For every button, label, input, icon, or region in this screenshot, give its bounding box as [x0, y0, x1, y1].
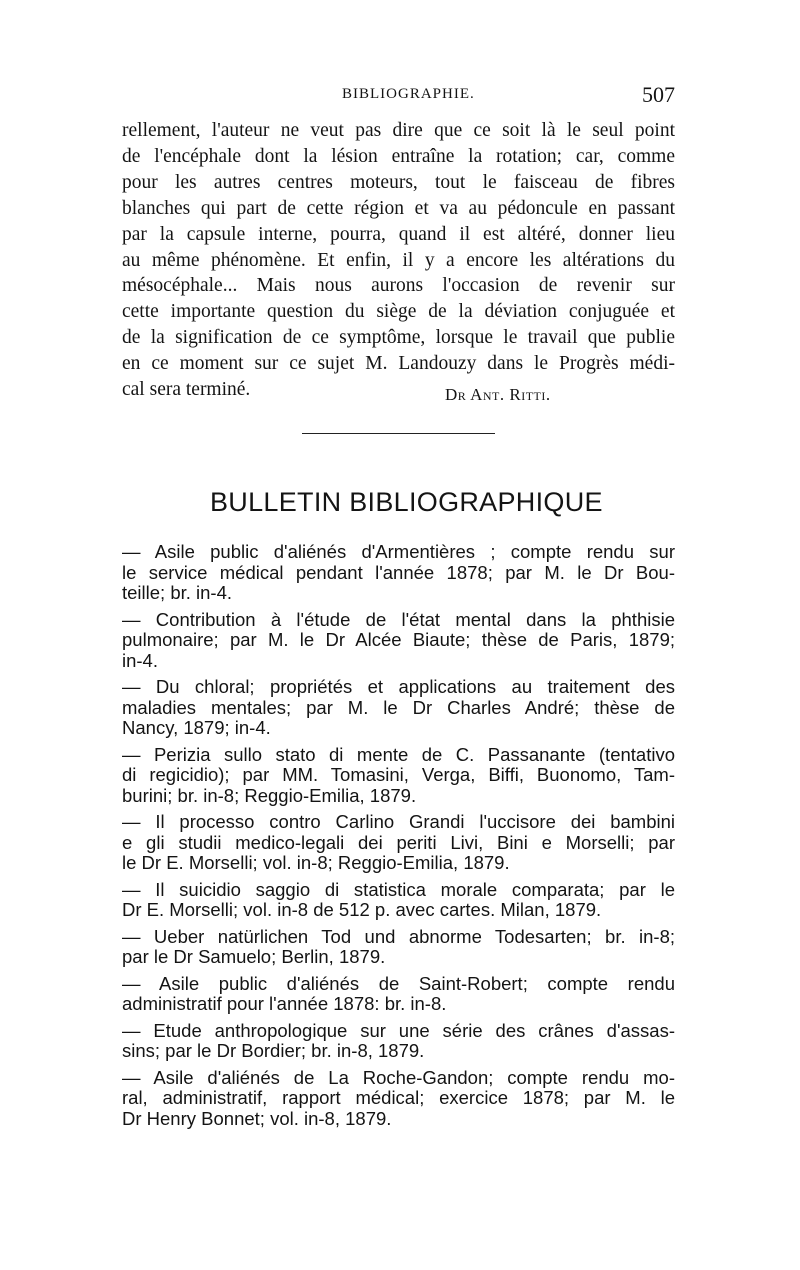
- paragraph-line: cal sera terminé.: [122, 379, 251, 401]
- bibliography-entry: [122, 745, 675, 807]
- entry-line: le service médical pendant l'année 1878; par M. le Dr Bou-: [122, 561, 675, 583]
- entry-line: ral, administratif, rapport médical; exercice 1878; par M. le: [122, 1087, 675, 1108]
- entry-line: — Ueber natürlichen Tod und abnorme Todesarten; br. in-8;: [122, 925, 675, 947]
- bibliography-entry: [122, 610, 675, 672]
- entry-line: Dr E. Morselli; vol. in-8 de 512 p. avec cartes. Milan, 1879.: [122, 899, 602, 920]
- entry-line: — Asile d'aliénés de La Roche-Gandon; compte rendu mo-: [122, 1066, 675, 1088]
- bibliography-entry: [122, 812, 675, 874]
- entry-line: — Asile public d'aliénés d'Armentières ; compte rendu sur: [122, 541, 675, 562]
- bibliography-entry: [122, 974, 675, 1015]
- article-conclusion: [122, 118, 675, 403]
- section-divider: [302, 433, 495, 434]
- bibliography-entry: [122, 880, 675, 921]
- entry-line: — Etude anthropologique sur une série des crânes d'assas-: [122, 1019, 675, 1041]
- paragraph-line: en ce moment sur ce sujet M. Landouzy dans le Progrès médi-: [122, 353, 675, 375]
- paragraph-line: par la capsule interne, pourra, quand il est altéré, donner lieu: [122, 223, 675, 245]
- entry-line: — Du chloral; propriétés et applications au traitement des: [122, 676, 675, 697]
- entry-line: maladies mentales; par M. le Dr Charles André; thèse de: [122, 696, 675, 718]
- bibliography-entry: [122, 1021, 675, 1062]
- entry-line: — Il processo contro Carlino Grandi l'uccisore dei bambini: [122, 811, 675, 832]
- bibliography-list: [122, 542, 675, 1135]
- entry-line: par le Dr Samuelo; Berlin, 1879.: [122, 946, 386, 967]
- paragraph-line: pour les autres centres moteurs, tout le faisceau de fibres: [122, 171, 675, 193]
- paragraph-line: cette importante question du siège de la déviation conjuguée et: [122, 301, 675, 323]
- bibliography-entry: [122, 927, 675, 968]
- entry-line: — Asile public d'aliénés de Saint-Robert; compte rendu: [122, 972, 675, 994]
- paragraph-line: de l'encéphale dont la lésion entraîne la rotation; car, comme: [122, 145, 675, 167]
- entry-line: — Il suicidio saggio di statistica morale comparata; par le: [122, 878, 675, 900]
- paragraph-line: rellement, l'auteur ne veut pas dire que ce soit là le seul point: [122, 120, 675, 141]
- paragraph-line: mésocéphale... Mais nous aurons l'occasion de revenir sur: [122, 275, 675, 297]
- entry-line: sins; par le Dr Bordier; br. in-8, 1879.: [122, 1040, 425, 1061]
- entry-line: — Contribution à l'étude de l'état mental dans la phthisie: [122, 608, 675, 630]
- bibliography-entry: [122, 1068, 675, 1130]
- author-signature: Dr Ant. Ritti.: [445, 385, 551, 404]
- paragraph-line: blanches qui part de cette région et va au pédoncule en passant: [122, 197, 675, 219]
- entry-line: — Perizia sullo stato di mente de C. Passanante (tentativo: [122, 743, 675, 765]
- entry-line: teille; br. in-4.: [122, 582, 233, 603]
- entry-line: e gli studii medico-legali dei periti Livi, Bini e Morselli; par: [122, 831, 675, 853]
- page-number: 507: [642, 82, 675, 107]
- entry-line: di regicidio); par MM. Tomasini, Verga, Biffi, Buonomo, Tam-: [122, 764, 675, 785]
- running-title: BIBLIOGRAPHIE.: [342, 86, 475, 102]
- bibliography-entry: [122, 542, 675, 604]
- entry-line: administratif pour l'année 1878: br. in-8.: [122, 993, 447, 1014]
- entry-line: Dr Henry Bonnet; vol. in-8, 1879.: [122, 1107, 392, 1129]
- paragraph-line: de la signification de ce symptôme, lorsque le travail que publie: [122, 327, 675, 349]
- entry-line: le Dr E. Morselli; vol. in-8; Reggio-Emilia, 1879.: [122, 852, 510, 873]
- entry-line: in-4.: [122, 649, 158, 671]
- section-title: BULLETIN BIBLIOGRAPHIQUE: [210, 487, 603, 517]
- entry-line: Nancy, 1879; in-4.: [122, 717, 271, 738]
- bibliography-entry: [122, 677, 675, 739]
- entry-line: burini; br. in-8; Reggio-Emilia, 1879.: [122, 784, 417, 806]
- page-header: [122, 82, 675, 112]
- entry-line: pulmonaire; par M. le Dr Alcée Biaute; thèse de Paris, 1879;: [122, 629, 675, 650]
- paragraph-line: au même phénomène. Et enfin, il y a encore les altérations du: [122, 249, 675, 271]
